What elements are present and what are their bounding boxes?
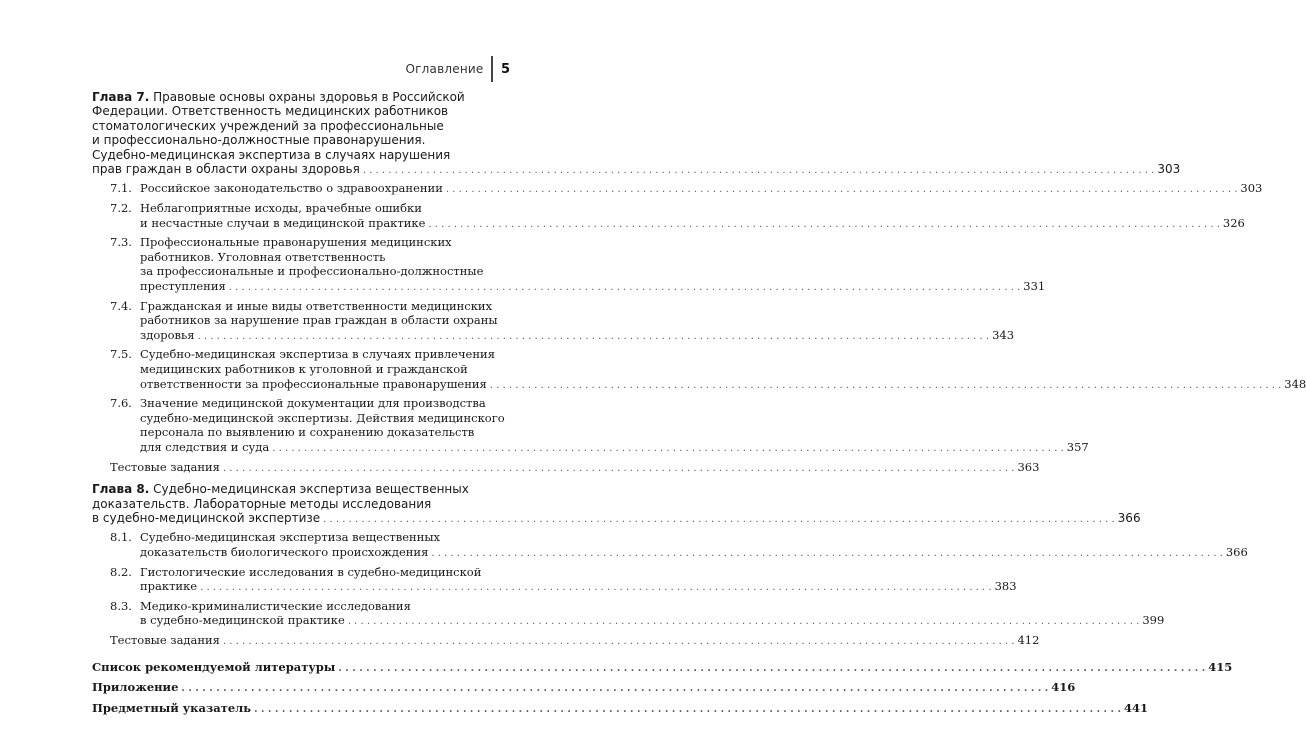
chapter-8-heading[interactable]: Глава 8. Судебно-медицинская экспертиза вещественных доказательств. Лабораторные методы исследования в судебно-медицинской экспертизе . . . 366 <box>92 482 510 527</box>
header-title: Оглавление <box>405 62 484 76</box>
toc-entry-8-tests[interactable]: Тестовые задания . . . 412 <box>92 633 510 650</box>
toc-entry-7-5[interactable]: 7.5. Судебно-медицинская экспертиза в случаях привлечения медицинских работников к уголовной и гражданской ответственности за профессиональные правонарушения . . . 348 <box>92 347 510 393</box>
leader-dots <box>490 379 1282 394</box>
toc-entry-8-3[interactable]: 8.3. Медико-криминалистические исследования в судебно-медицинской практике . . . 399 <box>92 599 510 630</box>
toc-entry-8-1[interactable]: 8.1. Судебно-медицинская экспертиза вещественных доказательств биологического происхождения . . . 366 <box>92 530 510 561</box>
leader-dots <box>338 662 1205 677</box>
toc-entry-7-6[interactable]: 7.6. Значение медицинской документации для производства судебно-медицинской экспертизы. Действия медицинского персонала по выявлению и сохранению доказательств для следствия и суда . . . 357 <box>92 396 510 456</box>
leader-dots <box>223 635 1015 650</box>
leader-dots <box>428 218 1220 233</box>
leader-dots <box>363 164 1155 178</box>
leader-dots <box>223 462 1015 477</box>
chapter-8-label: Глава 8. <box>92 482 150 497</box>
toc-entry-index[interactable]: Предметный указатель . . . 441 <box>92 701 510 718</box>
toc-entry-8-2[interactable]: 8.2. Гистологические исследования в судебно-медицинской практике . . . 383 <box>92 565 510 596</box>
leader-dots <box>272 442 1064 457</box>
leader-dots <box>348 615 1140 630</box>
leader-dots <box>181 682 1048 697</box>
chapter-8-page: 366 <box>1117 510 1141 525</box>
toc-entry-appendix[interactable]: Приложение . . . 416 <box>92 680 510 697</box>
leader-dots <box>229 281 1021 296</box>
page-number: 5 <box>500 61 510 77</box>
table-of-contents <box>92 90 1306 717</box>
toc-entry-7-2[interactable]: 7.2. Неблагоприятные исходы, врачебные ошибки и несчастные случаи в медицинской практике . . . 326 <box>92 201 510 232</box>
leader-dots <box>323 513 1115 527</box>
toc-entry-bibliography[interactable]: Список рекомендуемой литературы . . . 415 <box>92 660 510 677</box>
leader-dots <box>198 330 990 345</box>
chapter-7-page: 303 <box>1157 162 1181 177</box>
running-header <box>406 56 510 82</box>
toc-entry-7-tests[interactable]: Тестовые задания . . . 363 <box>92 460 510 477</box>
chapter-7-heading[interactable]: Глава 7. Правовые основы охраны здоровья в Российской Федерации. Ответственность медицинских работников стоматологических учреждений за профессиональные и профессионально-должностные правонарушения. Судебно-медицинская экспертиза в случаях нарушения прав граждан в области охраны здоровья . . . 303 <box>92 90 510 178</box>
leader-dots <box>200 581 992 596</box>
toc-entry-7-3[interactable]: 7.3. Профессиональные правонарушения медицинских работников. Уголовная ответственность за профессиональные и профессионально-должностные преступления . . . 331 <box>92 235 510 295</box>
leader-dots <box>446 183 1238 198</box>
leader-dots <box>431 547 1223 562</box>
leader-dots <box>254 703 1121 718</box>
header-divider <box>491 56 493 82</box>
toc-entry-7-4[interactable]: 7.4. Гражданская и иные виды ответственности медицинских работников за нарушение прав граждан в области охраны здоровья . . . 343 <box>92 299 510 345</box>
chapter-7-label: Глава 7. <box>92 90 150 104</box>
toc-entry-7-1[interactable]: 7.1. Российское законодательство о здравоохранении . . . 303 <box>92 181 510 198</box>
